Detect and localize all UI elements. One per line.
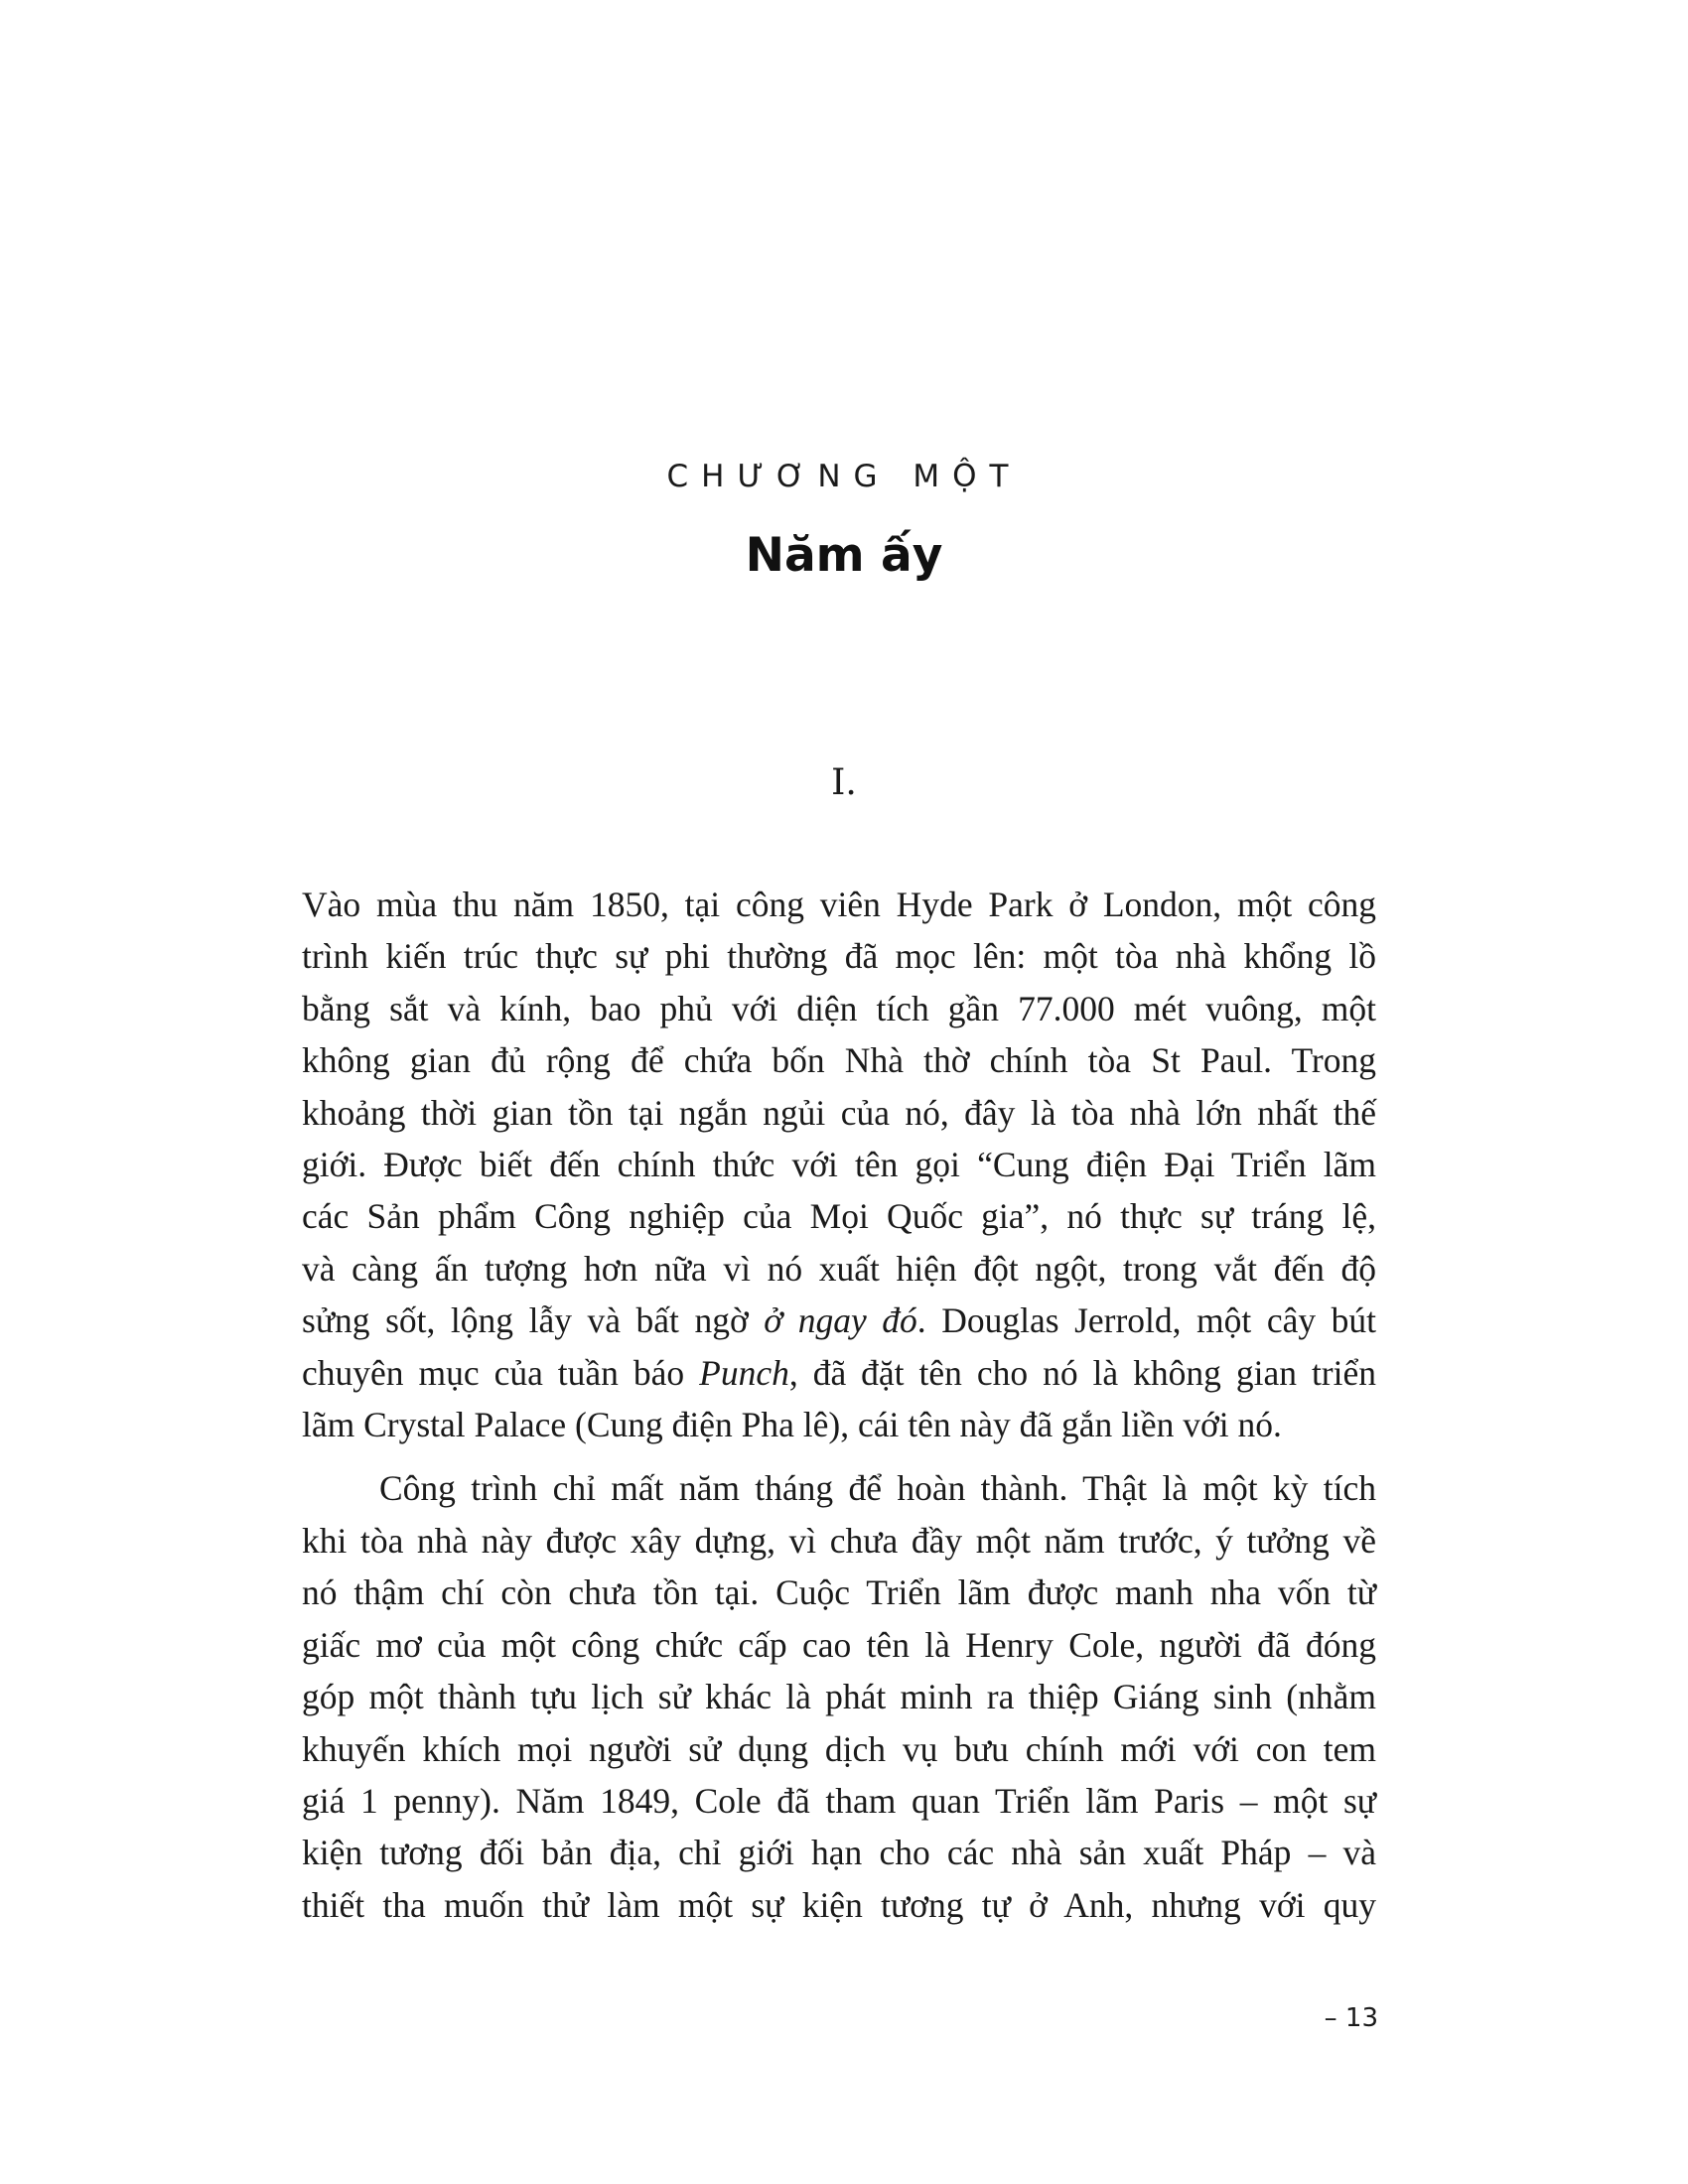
text-line	[302, 1399, 1376, 1450]
text-line	[302, 1295, 1376, 1346]
text-line	[302, 1567, 1376, 1618]
text-run: bằng sắt và kính, bao phủ với diện tích gần 77.000 mét vuông, một	[302, 988, 1376, 1028]
paragraph	[302, 879, 1376, 1450]
text-run: trình kiến trúc thực sự phi thường đã mọc lên: một tòa nhà khổng lồ	[302, 936, 1376, 977]
text-run: và càng ấn tượng hơn nữa vì nó xuất hiện đột ngột, trong vắt đến độ	[302, 1248, 1376, 1289]
chapter-title: Năm ấy	[745, 528, 943, 583]
text-line	[302, 1775, 1376, 1827]
text-line	[302, 983, 1376, 1034]
text-run: . Douglas Jerrold, một cây bút	[916, 1300, 1376, 1341]
text-line	[302, 1243, 1376, 1295]
text-run: , đã đặt tên cho nó là không gian triển	[788, 1352, 1377, 1393]
text-run: chuyên mục của tuần báo	[302, 1352, 700, 1393]
section-mark: I.	[831, 762, 857, 803]
text-run: các Sản phẩm Công nghiệp của Mọi Quốc gia”, nó thực sự tráng lệ,	[302, 1196, 1376, 1237]
text-run: nó thậm chí còn chưa tồn tại. Cuộc Triển lãm được manh nha vốn từ	[302, 1572, 1376, 1613]
text-run: giấc mơ của một công chức cấp cao tên là Henry Cole, người đã đóng	[302, 1624, 1376, 1665]
text-line	[302, 1347, 1376, 1399]
text-line	[302, 1515, 1376, 1567]
text-run: khi tòa nhà này được xây dựng, vì chưa đầy một năm trước, ý tưởng về	[302, 1520, 1376, 1561]
text-run: giới. Được biết đến chính thức với tên gọi “Cung điện Đại Triển lãm	[302, 1145, 1376, 1185]
text-line	[302, 1087, 1376, 1139]
italic-text: Punch	[699, 1352, 789, 1393]
body-text	[302, 879, 1376, 1931]
text-run: khoảng thời gian tồn tại ngắn ngủi của nó, đây là tòa nhà lớn nhất thế	[302, 1092, 1376, 1133]
text-run: giá 1 penny). Năm 1849, Cole đã tham quan Triển lãm Paris – một sự	[302, 1780, 1376, 1821]
text-run: Công trình chỉ mất năm tháng để hoàn thành. Thật là một kỳ tích	[379, 1468, 1376, 1509]
text-run: lãm Crystal Palace (Cung điện Pha lê), cái tên này đã gắn liền với nó.	[302, 1405, 1282, 1445]
text-line	[302, 1139, 1376, 1190]
italic-text: ở ngay đó	[764, 1300, 917, 1341]
text-line	[302, 1827, 1376, 1878]
chapter-label: CHƯƠNG MỘT	[666, 459, 1022, 494]
text-run: khuyến khích mọi người sử dụng dịch vụ bưu chính mới với con tem	[302, 1728, 1376, 1769]
text-run: thiết tha muốn thử làm một sự kiện tương tự ở Anh, nhưng với quy	[302, 1884, 1376, 1925]
text-line	[302, 1671, 1376, 1722]
text-run: sửng sốt, lộng lẫy và bất ngờ	[302, 1300, 765, 1341]
page-number: – 13	[1324, 2003, 1378, 2033]
text-line	[302, 930, 1376, 982]
text-line	[302, 1190, 1376, 1242]
text-line	[302, 1879, 1376, 1931]
text-line	[302, 1723, 1376, 1775]
text-run: Vào mùa thu năm 1850, tại công viên Hyde Park ở London, một công	[302, 885, 1376, 924]
text-line	[302, 1619, 1376, 1671]
text-run: góp một thành tựu lịch sử khác là phát minh ra thiệp Giáng sinh (nhằm	[302, 1677, 1376, 1717]
text-line	[302, 879, 1376, 930]
text-line	[302, 1034, 1376, 1086]
text-run: không gian đủ rộng để chứa bốn Nhà thờ chính tòa St Paul. Trong	[302, 1040, 1376, 1081]
paragraph	[302, 1462, 1376, 1931]
text-run: kiện tương đối bản địa, chỉ giới hạn cho các nhà sản xuất Pháp – và	[302, 1833, 1376, 1873]
text-line	[302, 1462, 1376, 1514]
